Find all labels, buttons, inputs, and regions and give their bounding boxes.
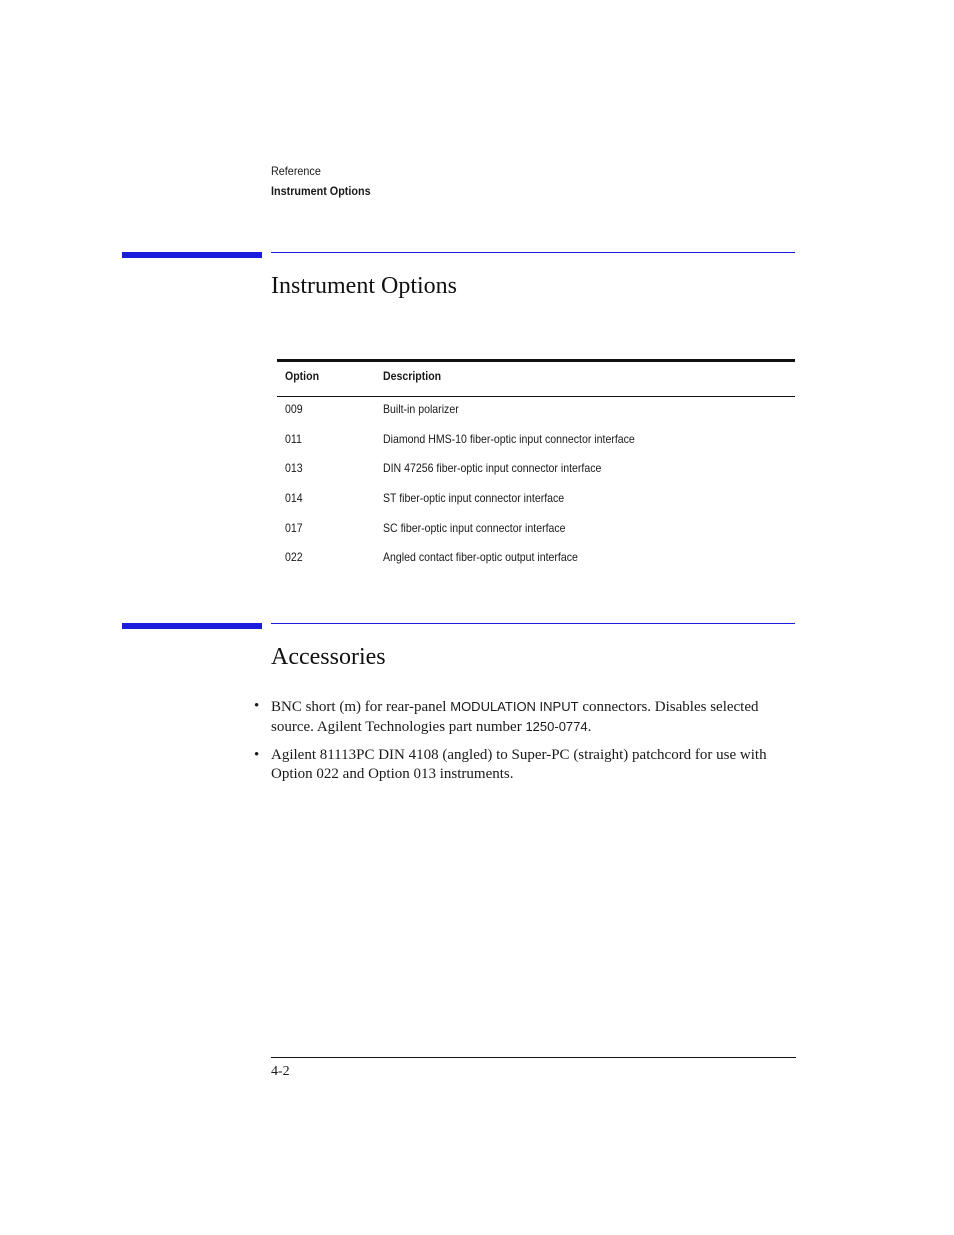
accessories-list bbox=[254, 697, 795, 793]
table-top-rule bbox=[277, 359, 795, 362]
part-number: 1250-0774 bbox=[525, 719, 588, 734]
running-header-chapter: Reference bbox=[271, 164, 321, 178]
accessory-text: Agilent 81113PC DIN 4108 (angled) to Super-PC (straight) patchcord for use with Option 022 and Option 013 instruments. bbox=[271, 747, 767, 782]
table-row bbox=[285, 432, 795, 452]
option-description: Built-in polarizer bbox=[383, 402, 459, 416]
section-marker-bar bbox=[122, 252, 262, 258]
option-code: 022 bbox=[285, 550, 303, 564]
bullet-icon: • bbox=[254, 698, 260, 714]
page-number: 4-2 bbox=[271, 1064, 290, 1079]
table-row bbox=[285, 461, 795, 481]
section-rule bbox=[271, 623, 795, 624]
modulation-input-label: MODULATION INPUT bbox=[450, 699, 579, 714]
option-code: 009 bbox=[285, 402, 303, 416]
option-code: 013 bbox=[285, 461, 303, 475]
option-code: 011 bbox=[285, 432, 302, 446]
option-description: SC fiber-optic input connector interface bbox=[383, 521, 566, 535]
list-item bbox=[254, 697, 795, 737]
table-row bbox=[285, 491, 795, 511]
table-header-rule bbox=[277, 396, 795, 397]
section-marker-bar bbox=[122, 623, 262, 629]
option-description: Diamond HMS-10 fiber-optic input connector interface bbox=[383, 432, 635, 446]
option-code: 017 bbox=[285, 521, 303, 535]
option-description: Angled contact fiber-optic output interface bbox=[383, 550, 578, 564]
bullet-icon: • bbox=[254, 747, 260, 763]
table-row bbox=[285, 521, 795, 541]
footer-rule bbox=[271, 1057, 796, 1058]
accessory-text-start: BNC short (m) for rear-panel bbox=[271, 699, 451, 715]
list-item bbox=[254, 746, 795, 784]
instrument-options-heading: Instrument Options bbox=[271, 273, 457, 299]
table-header-option: Option bbox=[285, 369, 320, 383]
option-code: 014 bbox=[285, 491, 303, 505]
section-rule bbox=[271, 252, 795, 253]
table-row bbox=[285, 550, 795, 570]
table-row bbox=[285, 402, 795, 422]
accessory-text-end: . bbox=[587, 719, 592, 735]
accessories-heading: Accessories bbox=[271, 644, 386, 670]
running-header-section: Instrument Options bbox=[271, 184, 371, 198]
accessory-text-middle: connectors. Disables selected source. Agilent Technologies part number bbox=[271, 699, 759, 735]
running-header bbox=[271, 161, 371, 201]
option-description: DIN 47256 fiber-optic input connector interface bbox=[383, 461, 602, 475]
table-header-description: Description bbox=[383, 369, 442, 383]
option-description: ST fiber-optic input connector interface bbox=[383, 491, 565, 505]
